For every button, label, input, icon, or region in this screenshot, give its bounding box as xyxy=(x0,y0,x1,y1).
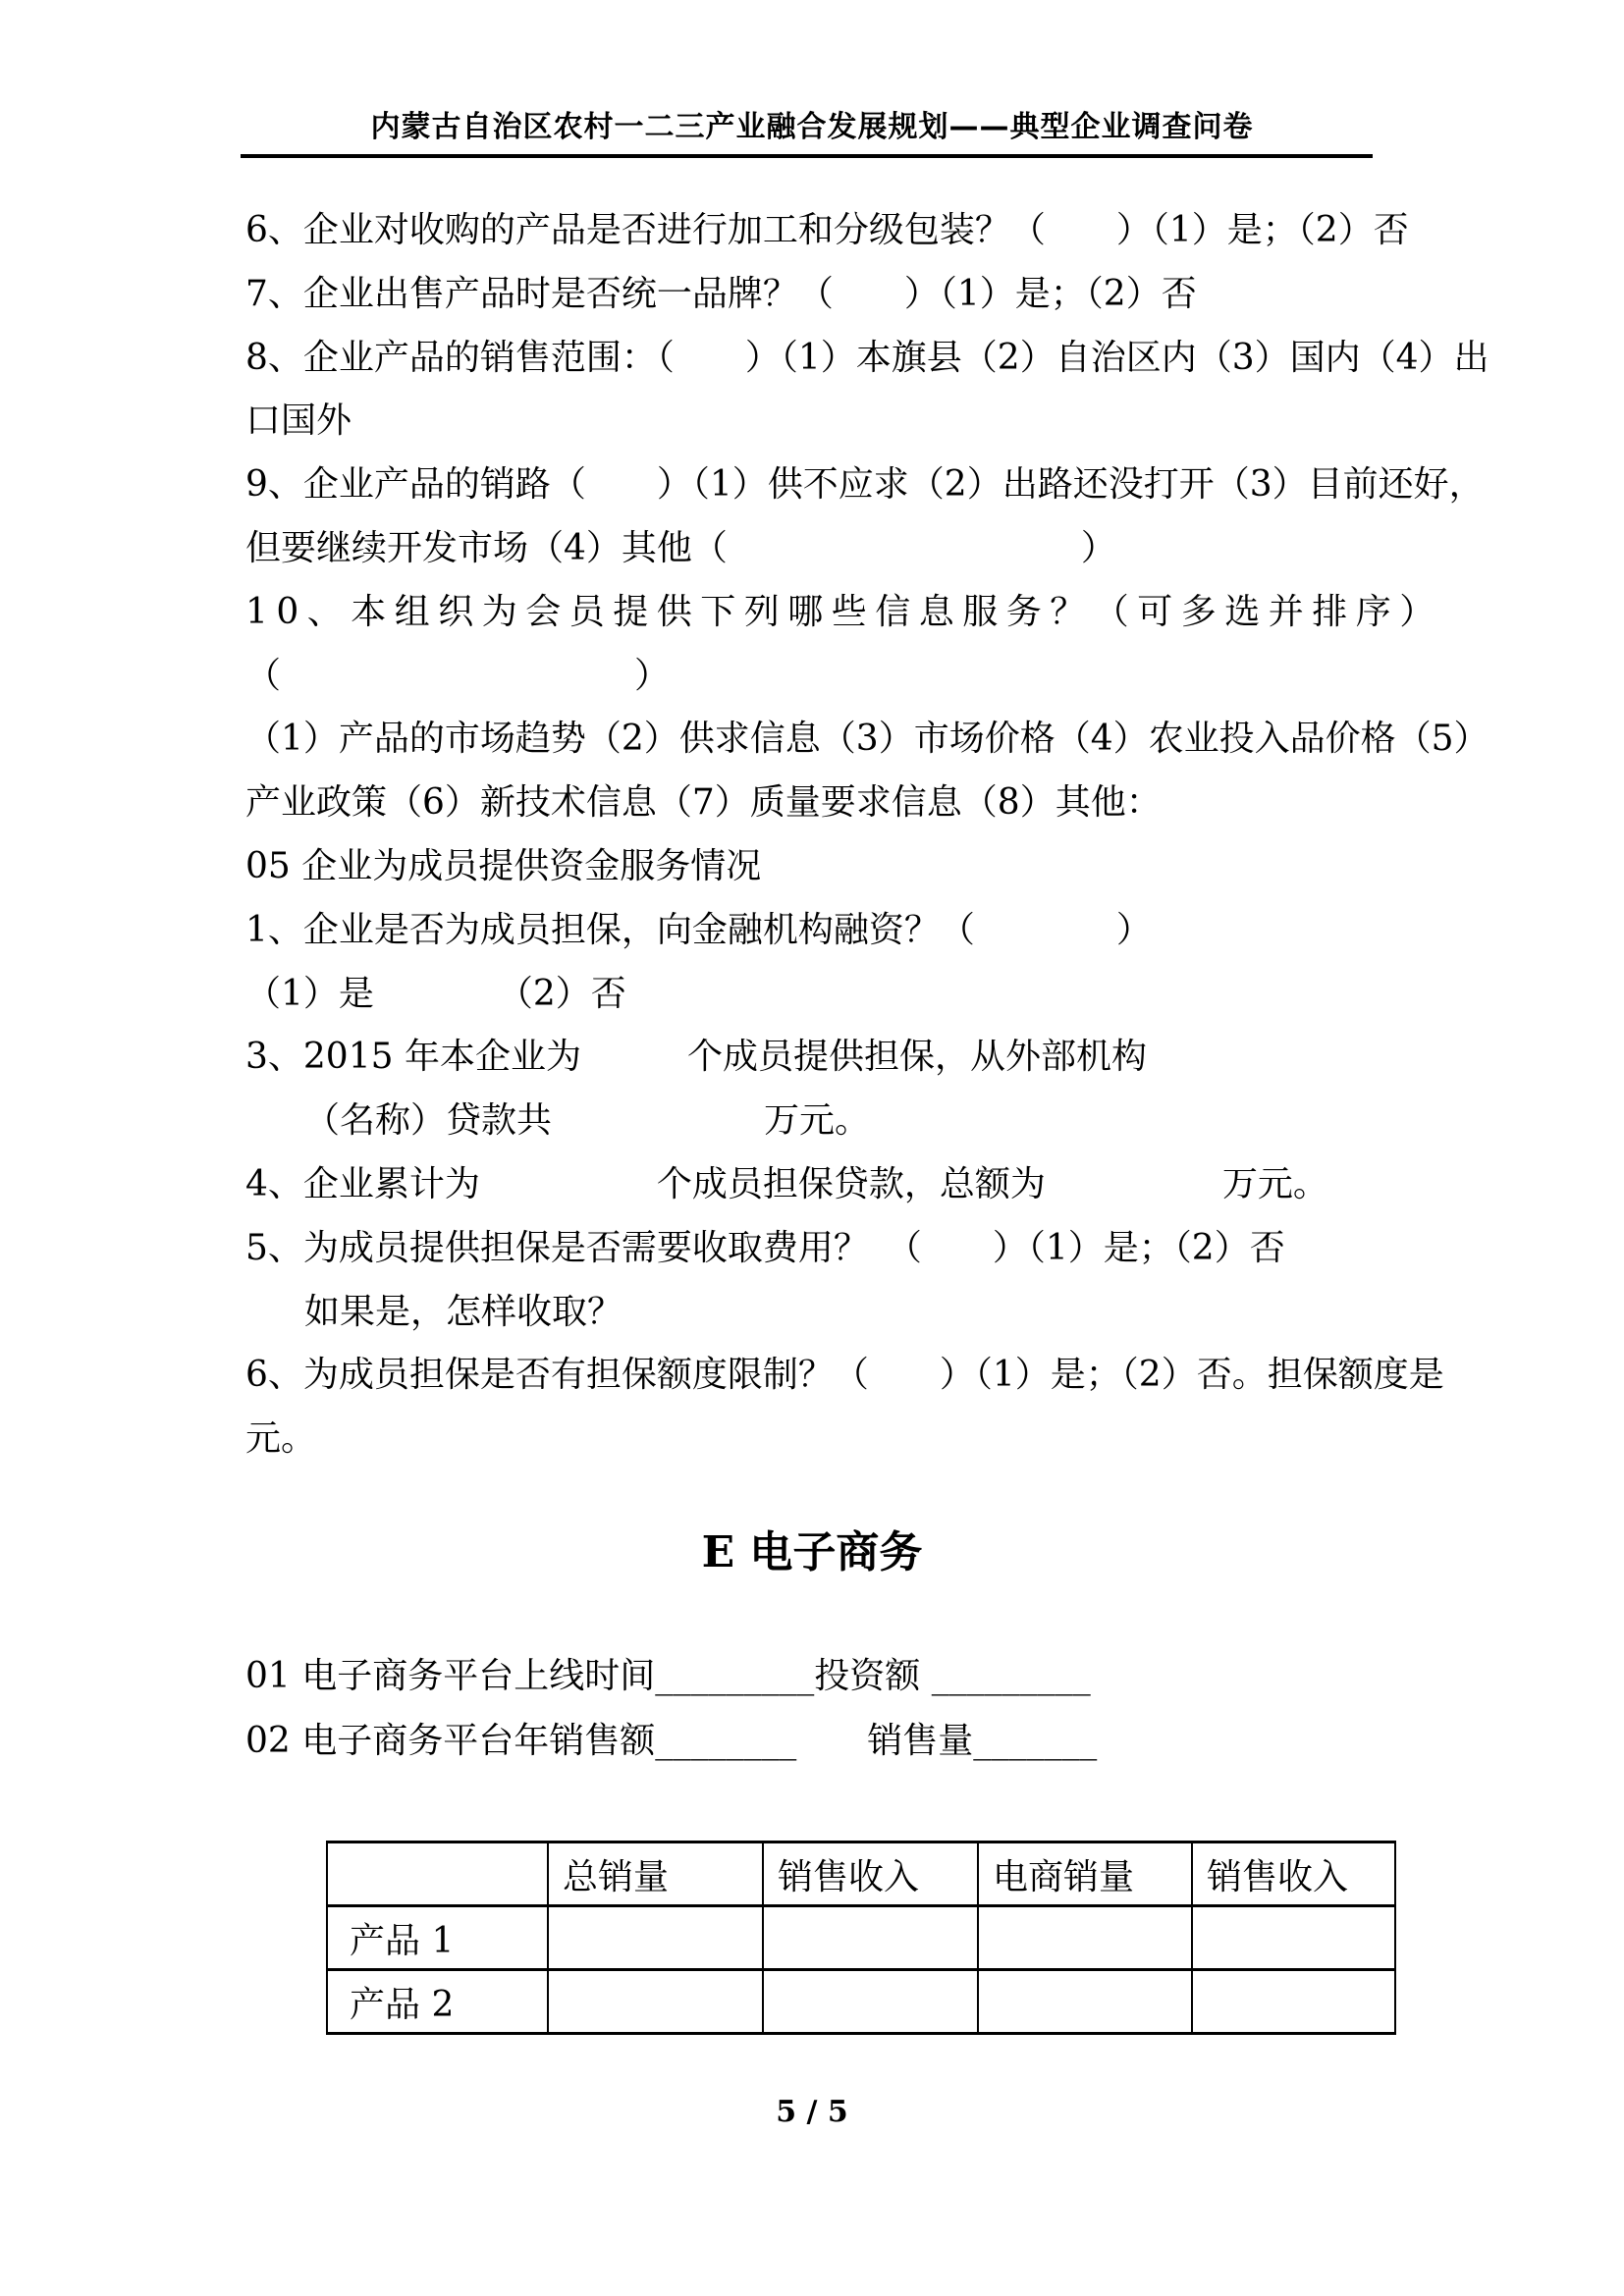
question-line: 4、企业累计为 个成员担保贷款，总额为 万元。 xyxy=(245,1163,1328,1204)
table-cell xyxy=(763,1970,978,2034)
table-cell xyxy=(978,1906,1192,1970)
table-row xyxy=(327,1906,1395,1970)
table-cell xyxy=(763,1906,978,1970)
header-title: 内蒙古自治区农村一二三产业融合发展规划——典型企业调查问卷 xyxy=(370,110,1254,144)
form-line-02: 02 电子商务平台年销售额________ 销售量_______ xyxy=(245,1721,1098,1761)
table-cell xyxy=(548,1906,763,1970)
row-label: 产品 1 xyxy=(327,1906,548,1970)
table-header-row xyxy=(327,1842,1395,1906)
question-line: 10、本组织为会员提供下列哪些信息服务？（可多选并排序） xyxy=(245,591,1443,632)
question-line: 7、企业出售产品时是否统一品牌？（ ）（1）是；（2）否 xyxy=(245,273,1197,314)
question-line: 1、企业是否为成员担保，向金融机构融资？（ ） xyxy=(245,909,1152,950)
products-table xyxy=(326,1841,1396,2035)
question-line: 6、企业对收购的产品是否进行加工和分级包装？（ ）（1）是；（2）否 xyxy=(245,210,1409,250)
table-header-cell: 销售收入 xyxy=(763,1842,978,1906)
question-line: 如果是，怎样收取？ xyxy=(304,1291,623,1332)
form-line-01: 01 电子商务平台上线时间_________投资额 _________ xyxy=(245,1656,1091,1696)
question-line: （ ） xyxy=(245,655,671,696)
question-line: 5、为成员提供担保是否需要收取费用？ （ ）（1）是；（2）否 xyxy=(245,1227,1285,1268)
table-cell xyxy=(1192,1970,1395,2034)
ecommerce-form xyxy=(245,1644,1394,1774)
table-header-cell: 总销量 xyxy=(548,1842,763,1906)
questions xyxy=(245,199,1489,1471)
table-header-cell: 销售收入 xyxy=(1192,1842,1395,1906)
question-line: 元。 xyxy=(245,1418,317,1460)
row-label: 产品 2 xyxy=(327,1970,548,2034)
question-line: 但要继续开发市场（4）其他（ ） xyxy=(245,527,1116,568)
table-row xyxy=(327,1970,1395,2034)
table-header-cell xyxy=(327,1842,548,1906)
question-line: 9、企业产品的销路（ ）（1）供不应求（2）出路还没打开（3）目前还好， xyxy=(245,464,1485,506)
question-line: 口国外 xyxy=(245,400,352,442)
question-line: （1）产品的市场趋势（2）供求信息（3）市场价格（4）农业投入品价格（5） xyxy=(245,719,1489,760)
section-title: E 电子商务 xyxy=(701,1527,923,1577)
question-line: 产业政策（6）新技术信息（7）质量要求信息（8）其他： xyxy=(245,782,1162,824)
page-number: 5 / 5 xyxy=(776,2095,848,2129)
header-rule xyxy=(241,154,1373,158)
question-line: （1）是 （2）否 xyxy=(245,973,626,1014)
question-line: 6、为成员担保是否有担保额度限制？（ ）（1）是；（2）否。担保额度是 xyxy=(245,1355,1444,1396)
table-cell xyxy=(1192,1906,1395,1970)
question-line: 05 企业为成员提供资金服务情况 xyxy=(245,845,762,886)
question-line: （名称）贷款共 万元。 xyxy=(304,1100,871,1142)
table-header-cell: 电商销量 xyxy=(978,1842,1192,1906)
table-cell xyxy=(978,1970,1192,2034)
question-line: 8、企业产品的销售范围：（ ）（1）本旗县（2）自治区内（3）国内（4）出 xyxy=(245,337,1489,378)
table-cell xyxy=(548,1970,763,2034)
question-line: 3、2015 年本企业为 个成员提供担保，从外部机构 xyxy=(245,1037,1147,1078)
